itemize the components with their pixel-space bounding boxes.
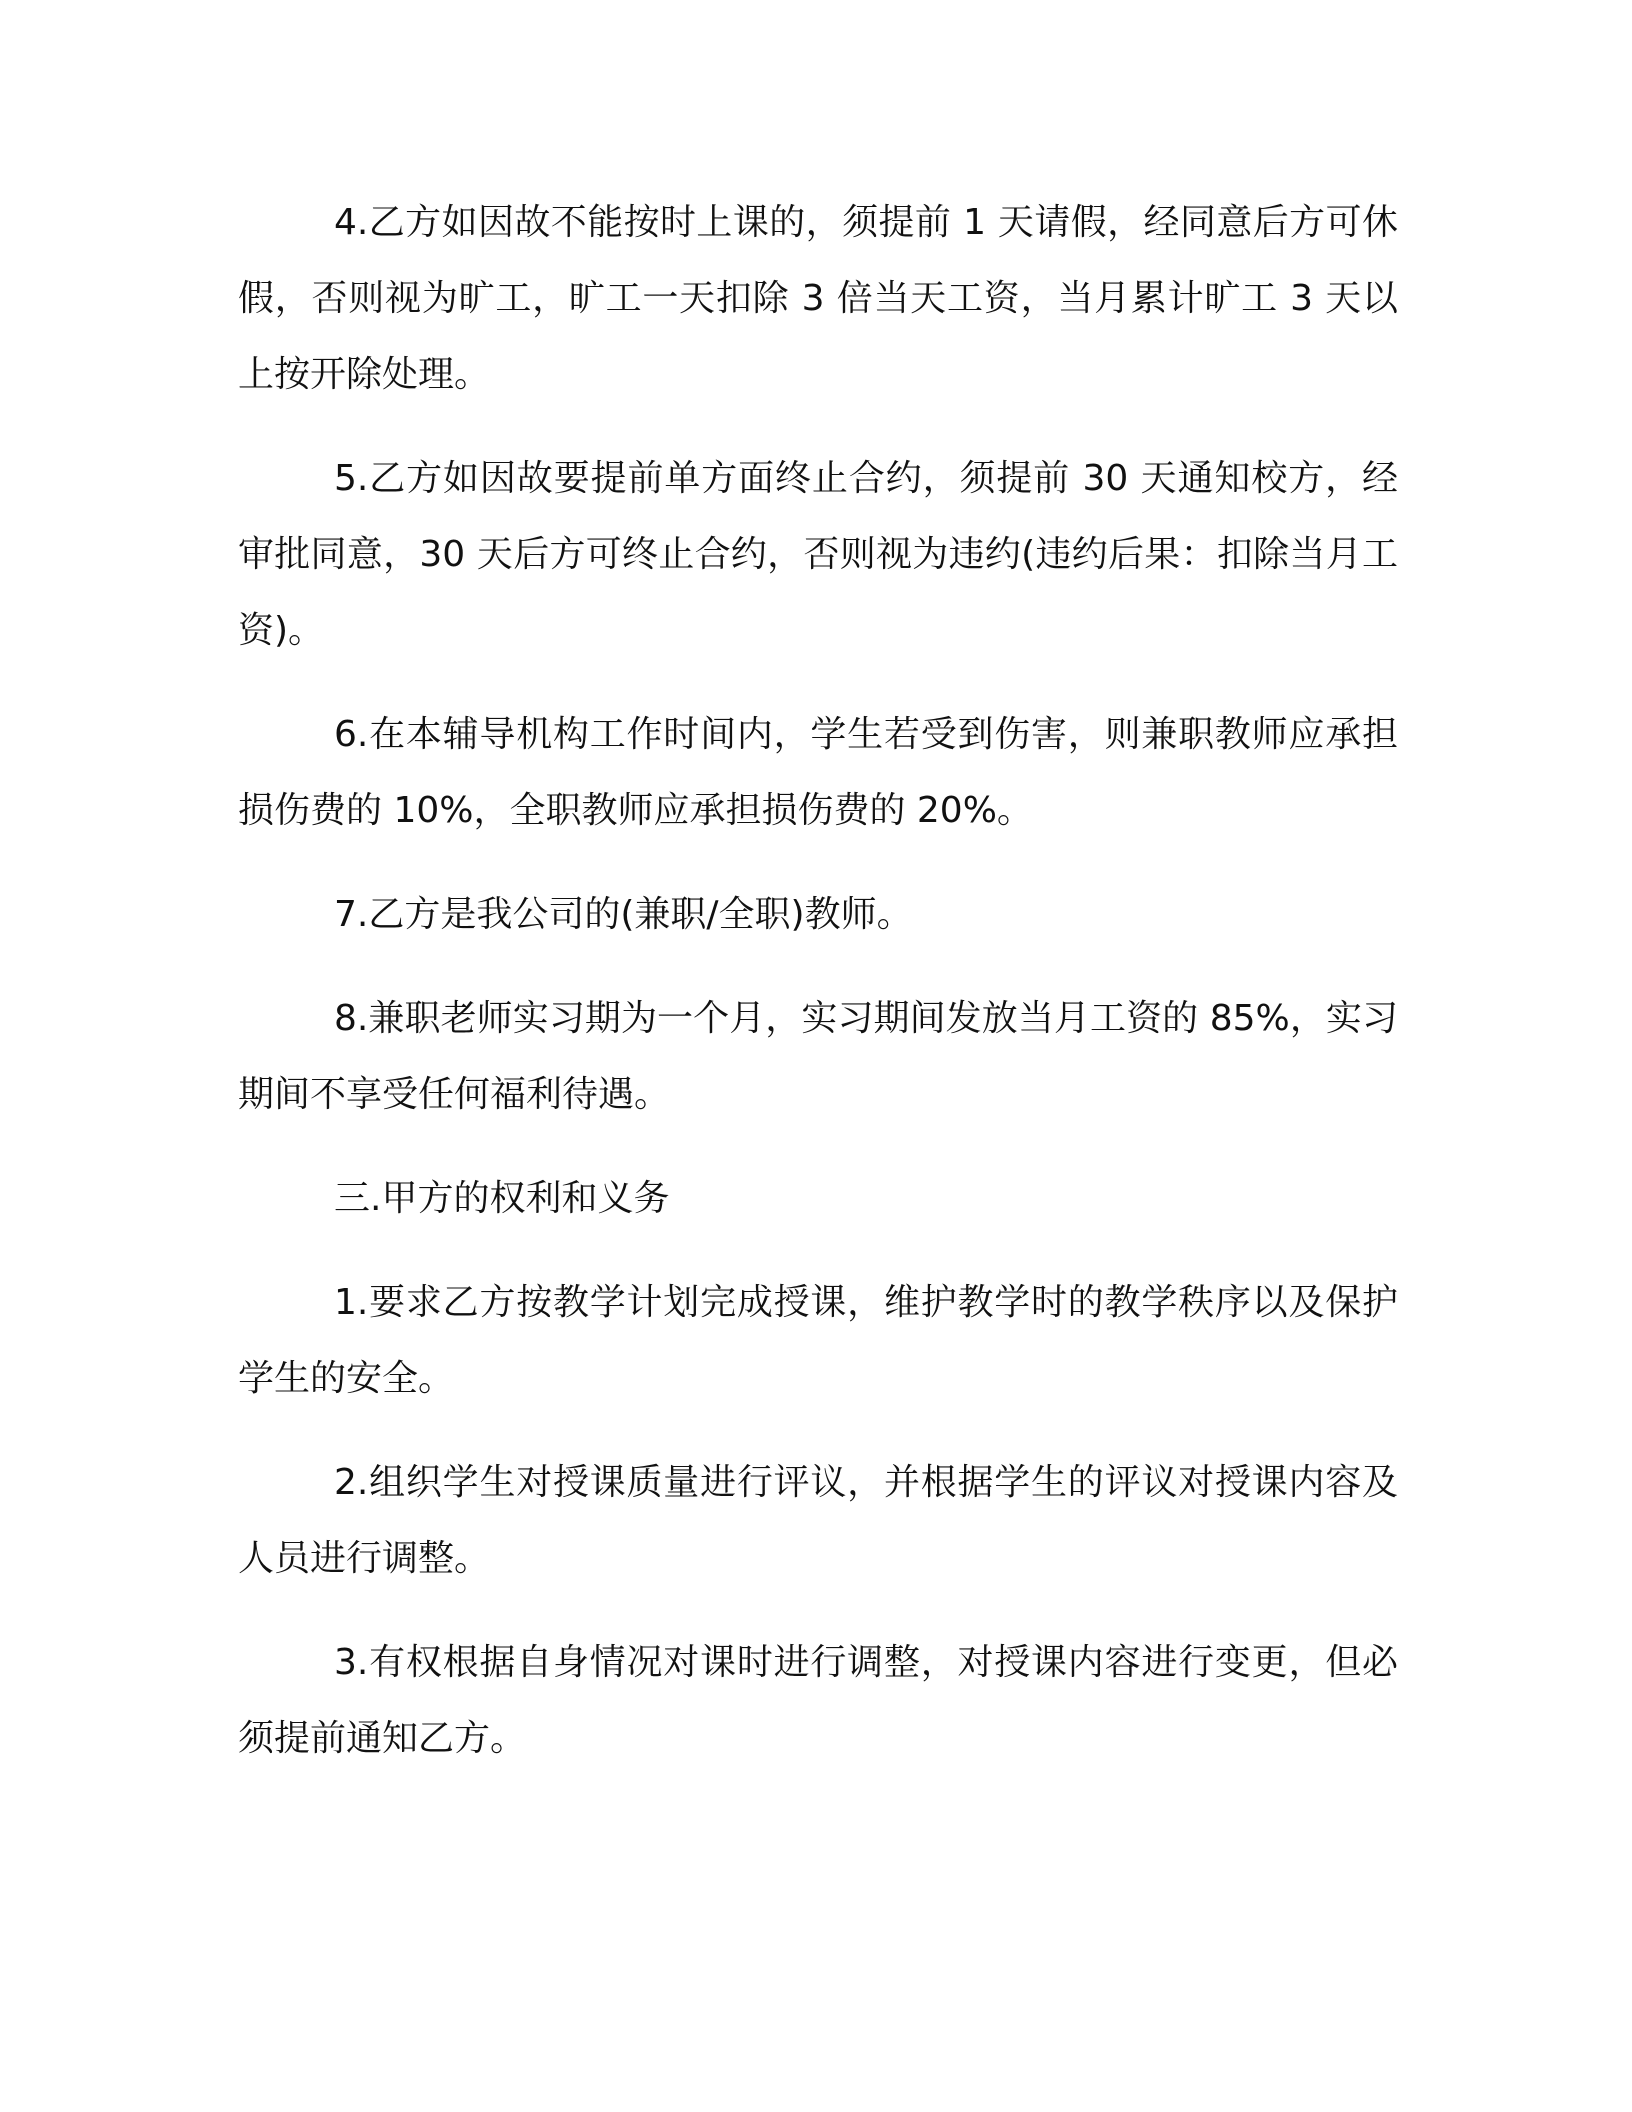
clause-6-student-injury: 6.在本辅导机构工作时间内，学生若受到伤害，则兼职教师应承担损伤费的 10%，全职教师应承担损伤费的 20%。	[238, 714, 1398, 831]
section-heading-party-a-rights: 三.甲方的权利和义务	[334, 1178, 670, 1219]
party-a-clause-3: 3.有权根据自身情况对课时进行调整，对授课内容进行变更，但必须提前通知乙方。	[238, 1642, 1398, 1759]
clause-5-early-termination: 5.乙方如因故要提前单方面终止合约，须提前 30 天通知校方，经审批同意，30 天后方可终止合约，否则视为违约(违约后果：扣除当月工资)。	[238, 458, 1398, 651]
clause-8-probation: 8.兼职老师实习期为一个月，实习期间发放当月工资的 85%，实习期间不享受任何福利待遇。	[238, 998, 1398, 1115]
document-body	[238, 185, 1398, 1805]
party-a-clause-2: 2.组织学生对授课质量进行评议，并根据学生的评议对授课内容及人员进行调整。	[238, 1462, 1398, 1579]
clause-4-absence-leave: 4.乙方如因故不能按时上课的，须提前 1 天请假，经同意后方可休假，否则视为旷工，旷工一天扣除 3 倍当天工资，当月累计旷工 3 天以上按开除处理。	[238, 202, 1398, 395]
party-a-clause-1: 1.要求乙方按教学计划完成授课，维护教学时的教学秩序以及保护学生的安全。	[238, 1282, 1398, 1399]
clause-7-teacher-type: 7.乙方是我公司的(兼职/全职)教师。	[334, 894, 913, 935]
